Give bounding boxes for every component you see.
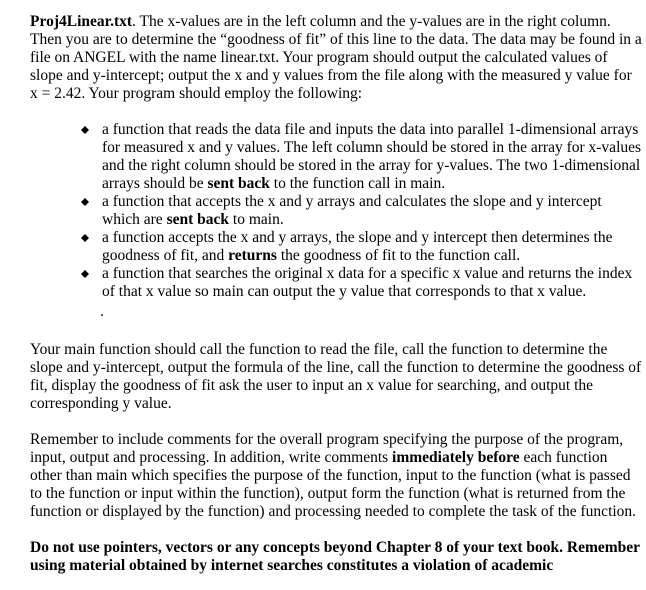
warning-text: Do not use pointers, vectors or any concepts beyond Chapter 8 of your text book. Remember using material obtained by internet searches constitutes a violation of academic bbox=[30, 539, 640, 574]
document-body bbox=[30, 13, 642, 575]
list-item-emphasis: sent back bbox=[166, 211, 230, 228]
diamond-bullet-icon bbox=[81, 234, 89, 242]
list-item-text: a function accepts the x and y arrays, the slope and y intercept then determines the goodness of fit, and bbox=[102, 229, 613, 264]
requirements-list bbox=[102, 121, 642, 301]
list-item-text: a function that accepts the x and y arrays and calculates the slope and y intercept which are bbox=[102, 193, 602, 228]
diamond-bullet-icon bbox=[81, 270, 89, 278]
comments-emphasis: immediately before bbox=[392, 449, 520, 466]
filename: Proj4Linear.txt bbox=[30, 13, 133, 30]
list-item bbox=[102, 265, 642, 301]
list-item bbox=[102, 229, 642, 265]
diamond-bullet-icon bbox=[81, 126, 89, 134]
list-item-text: a function that reads the data file and inputs the data into parallel 1-dimensional arrays for measured x and y values. The left column should be stored in the array for x-values and the right column should be stored in the array for y-values. The two 1-dimensional arrays should be bbox=[102, 121, 642, 192]
spacer bbox=[30, 521, 642, 539]
list-item bbox=[102, 121, 642, 193]
comments-paragraph bbox=[30, 431, 642, 521]
list-item-text: the goodness of fit to the function call. bbox=[276, 247, 521, 264]
main-function-paragraph: Your main function should call the function to read the file, call the function to determine the slope and y-intercept, output the formula of the line, call the function to determine the goodness of fit, display the goodness of fit ask the user to input an x value for searching, and output the corresponding y value. bbox=[30, 341, 642, 412]
comments-text: each function other than main which specifies the purpose of the function, input to the function (what is passed to the function or input within the function), output form the function (what is returned from the function or displayed by the function) and processing needed to complete the task of the function. bbox=[30, 449, 637, 520]
diamond-bullet-icon bbox=[81, 198, 89, 206]
list-item-emphasis: returns bbox=[228, 247, 277, 264]
list-item-text: a function that searches the original x data for a specific x value and returns the index of that x value so main can output the y value that corresponds to that x value. bbox=[102, 265, 633, 300]
list-item-emphasis: sent back bbox=[207, 175, 270, 192]
spacer bbox=[30, 103, 642, 121]
stray-mark: . bbox=[100, 303, 104, 320]
intro-text: . The x-values are in the left column and the y-values are in the right column. Then you are to determine the “goodness of fit” of this line to the data. The data may be found in a file on ANGEL with the name linear.txt. Your program should output the calculated values of slope and y-intercept; output the x and y values from the file along with the measured y value for x = 2.42. Your program should employ the following: bbox=[30, 13, 642, 102]
spacer bbox=[30, 413, 642, 431]
comments-text: Remember to include comments for the overall program specifying the purpose of the program, input, output and processing. In addition, write comments bbox=[30, 431, 624, 466]
warning-paragraph bbox=[30, 539, 642, 575]
spacer bbox=[30, 323, 642, 341]
list-item-text: to main. bbox=[229, 211, 284, 228]
intro-paragraph bbox=[30, 13, 642, 103]
list-item bbox=[102, 193, 642, 229]
list-item-text: to the function call in main. bbox=[269, 175, 446, 192]
